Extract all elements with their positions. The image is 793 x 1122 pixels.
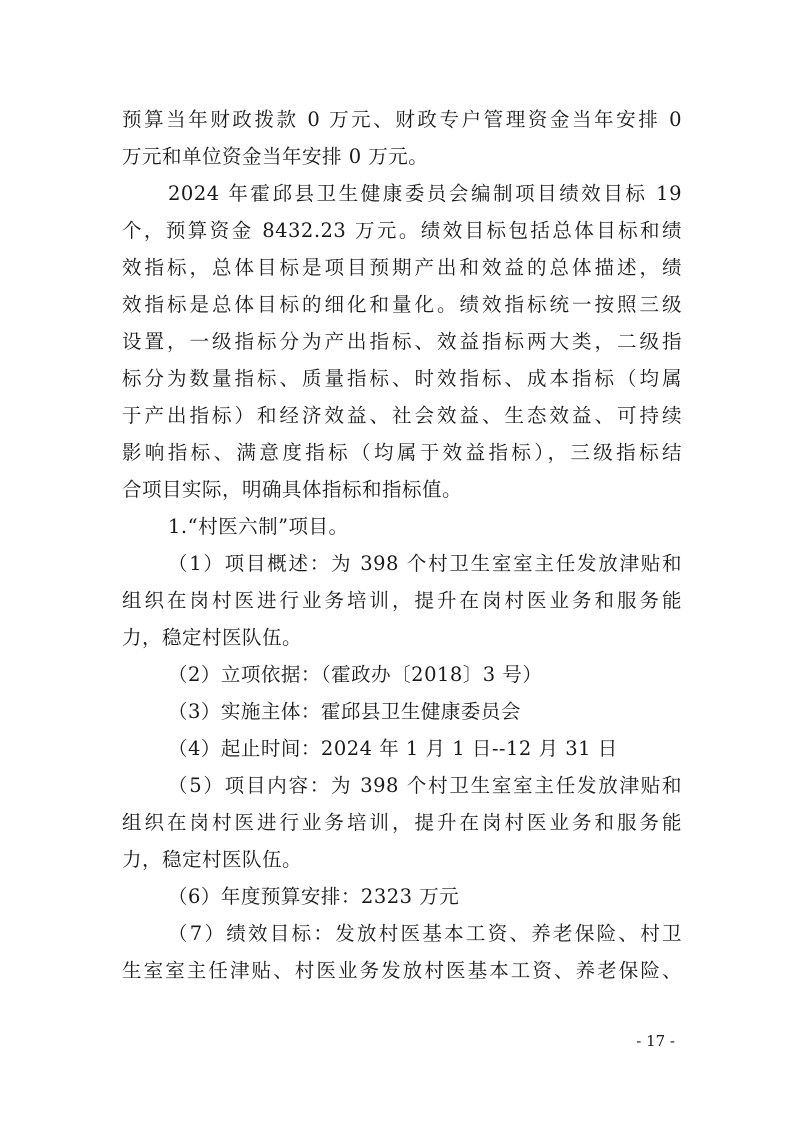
text-line: 于产出指标）和经济效益、社会效益、生态效益、可持续 [122, 404, 682, 427]
text-line: 影响指标、满意度指标（均属于效益指标），三级指标结 [122, 441, 682, 464]
text-line: （6）年度预算安排：2323 万元 [168, 885, 460, 908]
text-line: 2024 年霍邱县卫生健康委员会编制项目绩效目标 19 [168, 182, 682, 205]
text-line: （3）实施主体：霍邱县卫生健康委员会 [168, 700, 521, 723]
text-line: 万元和单位资金当年安排 0 万元。 [122, 145, 429, 168]
text-line: 力，稳定村医队伍。 [122, 626, 303, 649]
text-line: 组织在岗村医进行业务培训，提升在岗村医业务和服务能 [122, 589, 682, 612]
text-line: 合项目实际，明确具体指标和指标值。 [122, 478, 463, 501]
text-line: （1）项目概述：为 398 个村卫生室室主任发放津贴和 [168, 552, 682, 575]
text-line: 设置，一级指标分为产出指标、效益指标两大类，二级指 [122, 330, 682, 353]
page-number: - 17 - [636, 1032, 675, 1050]
text-line: 预算当年财政拨款 0 万元、财政专户管理资金当年安排 0 [122, 108, 682, 131]
text-line: 生室室主任津贴、村医业务发放村医基本工资、养老保险、 [122, 959, 682, 982]
text-line: 标分为数量指标、质量指标、时效指标、成本指标（均属 [122, 367, 682, 390]
text-line: 力，稳定村医队伍。 [122, 848, 303, 871]
text-line: （2）立项依据：（霍政办〔2018〕3 号） [168, 663, 543, 686]
text-line: 组织在岗村医进行业务培训，提升在岗村医业务和服务能 [122, 811, 682, 834]
text-line: （4）起止时间：2024 年 1 月 1 日--12 月 31 日 [168, 737, 618, 760]
text-line: （7）绩效目标：发放村医基本工资、养老保险、村卫 [168, 922, 682, 945]
text-line: 效指标是总体目标的细化和量化。绩效指标统一按照三级 [122, 293, 682, 316]
text-line: 效指标，总体目标是项目预期产出和效益的总体描述，绩 [122, 256, 682, 279]
text-line: 个，预算资金 8432.23 万元。绩效目标包括总体目标和绩 [122, 219, 682, 242]
text-line: （5）项目内容：为 398 个村卫生室室主任发放津贴和 [168, 774, 682, 797]
section-heading: 1.“村医六制”项目。 [168, 515, 349, 538]
